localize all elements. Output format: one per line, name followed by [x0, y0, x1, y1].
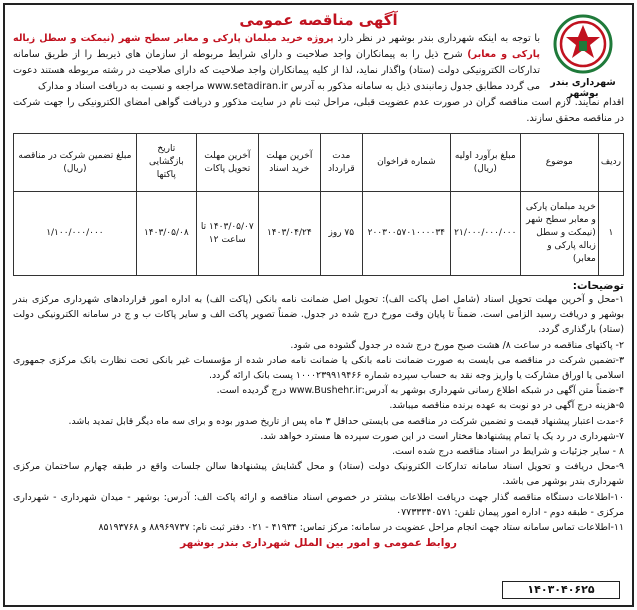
table-cell: خرید مبلمان پارکی و معابر سطح شهر (نیمکت و سطل زباله پارکی و معابر): [520, 192, 598, 276]
intro-text: [13, 31, 540, 95]
table-header: تاریخ بازگشایی پاکتها: [136, 134, 196, 192]
table-cell: ۱/۱۰۰/۰۰۰/۰۰۰: [14, 192, 137, 276]
table-cell: ۱۴۰۳/۰۵/۰۸: [136, 192, 196, 276]
tender-notice: [3, 3, 634, 607]
project-title: پروژه خرید مبلمان پارکی و معابر سطح شهر (نیمکت و سطل زباله پارکی و معابر): [13, 33, 540, 60]
table-header: آخرین مهلت تحویل پاکات: [196, 134, 258, 192]
intro-part-3: اقدام نمایند. لازم است مناقصه گران در صورت عدم عضویت قبلی، مراحل ثبت نام در سایت مذکور و دریافت گواهی امضای الکترونیکی را جهت شرکت در مناقصه محقق سازند.: [13, 97, 624, 124]
table-header: موضوع: [520, 134, 598, 192]
table-cell: ۲۱/۰۰۰/۰۰۰/۰۰۰: [450, 192, 520, 276]
table-cell: ۲۰۰۳۰۰۵۷۰۱۰۰۰۰۳۴: [362, 192, 450, 276]
intro-part-2: شرح ذیل را به پیمانکاران واجد صلاحیت و دارای شرایط مربوطه از سازمان های ذیربط را از طریق سامانه تدارکات الکترونیکی دولت (ستاد) واگذار نماید، لذا از کلیه پیمانکاران واجد صلاحیت که دارای صلاحیت در رشته مربوطه هستند دعوت می گردد مطابق جدول زمانبندی ذیل به سامانه مذکور به آدرس www.setadiran.ir مراجعه و نسبت به دریافت اسناد و مدارک: [13, 49, 540, 92]
table-cell: ۱۴۰۳/۰۵/۰۷ تا ساعت ۱۲: [196, 192, 258, 276]
table-cell: ۱: [598, 192, 623, 276]
table-header: ردیف: [598, 134, 623, 192]
table-header: مبلغ برآورد اولیه (ریال): [450, 134, 520, 192]
note-item: ۴-ضمناً متن آگهی در شبکه اطلاع رسانی شهرداری بوشهر به آدرس:www.Bushehr.ir درج گردیده است.: [216, 385, 624, 397]
note-item: ۳-تضمین شرکت در مناقصه می بایست به صورت ضمانت نامه بانکی یا ضمانت نامه صادر شده از مؤسسات غیر بانکی تحت نظارت بانک مرکزی جمهوری اسلامی یا اوراق مشارکت یا واریز وجه نقد به حساب سپرده شماره ۱۰۰۰۲۳۹۹۱۹۴۶۶ پست بانک ارائه گردد.: [13, 354, 624, 382]
note-item: ۶-مدت اعتبار پیشنهاد قیمت و تضمین شرکت در مناقصه می بایستی حداقل ۳ ماه پس از تاریخ صدور بوده و برای سه ماه دیگر قابل تمدید باشد.: [68, 415, 624, 427]
table-header: آخرین مهلت خرید اسناد: [258, 134, 320, 192]
intro-part-1: با توجه به اینکه شهرداری بندر بوشهر در نظر دارد: [333, 33, 540, 44]
note-item: ۱۰-اطلاعات دستگاه مناقصه گذار جهت دریافت اطلاعات بیشتر در خصوص اسناد مناقصه و ارائه پاکت الف: آدرس: بوشهر - میدان شهرداری - شهرداری مرکزی - طبقه دوم - اداره امور پیمان تلفن: ۰۷۷۳۳۳۴۰۵۷۱: [13, 491, 624, 518]
note-item: ۵-هزینه درج آگهی در دو نوبت به عهده برنده مناقصه میباشد.: [389, 400, 624, 412]
footer-signature: روابط عمومی و امور بین الملل شهرداری بندر بوشهر: [180, 537, 457, 550]
table-header: شماره فراخوان: [362, 134, 450, 192]
table-cell: ۷۵ روز: [320, 192, 362, 276]
table-header-row: [14, 134, 624, 192]
table-cell: ۱۴۰۳/۰۴/۲۴: [258, 192, 320, 276]
logo-caption: شهرداری بندر بوشهر: [550, 77, 616, 99]
note-item: ۷-شهرداری در رد یک یا تمام پیشنهادها مختار است در این صورت سپرده ها مسترد خواهد شد.: [260, 430, 624, 442]
table-header: مبلغ تضمین شرکت در مناقصه (ریال): [14, 134, 137, 192]
note-item: ۱-محل و آخرین مهلت تحویل اسناد (شامل اصل پاکت الف): تحویل اصل ضمانت نامه بانکی (پاکت الف) به اداره امور قراردادهای شهرداری مرکزی بندر بوشهر و دریافت رسید الزامی است. ضمناً تا پایان وقت مورخ درج شده در جدول. ضمناً تصویر پاکت الف و سایر پاکات ب و ج در سامانه الکترونیکی دولت (ستاد) بارگذاری گردد.: [13, 294, 624, 336]
notice-code: ۱۴۰۳۰۴۰۶۲۵: [502, 581, 620, 599]
table-header: مدت قرارداد: [320, 134, 362, 192]
notes-list: [13, 292, 624, 535]
note-item: ۱۱-اطلاعات تماس سامانه ستاد جهت انجام مراحل عضویت در سامانه: مرکز تماس: ۴۱۹۳۴ - ۰۲۱ دفتر ثبت نام: ۸۸۹۶۹۷۳۷ و ۸۵۱۹۳۷۶۸: [98, 522, 624, 534]
note-item: ۹-محل دریافت و تحویل اسناد سامانه تدارکات الکترونیک دولت (ستاد) و محل گشایش پیشنهادها سالن جلسات واقع در طبقه چهارم ساختمان مرکزی شهرداری بندر بوشهر می باشد.: [13, 461, 624, 488]
notes-title: توضیحات:: [572, 280, 624, 292]
municipality-emblem-icon: [552, 13, 614, 75]
note-item: ۸ - سایر جزئیات و شرایط در اسناد مناقصه درج شده است.: [392, 446, 624, 458]
tender-table: [13, 133, 624, 276]
notice-title: آگهی مناقصه عمومی: [239, 11, 398, 29]
table-row: [14, 192, 624, 276]
note-item: ۲- پاکتهای مناقصه در ساعت ۸/ هشت صبح مورخ درج شده در جدول گشوده می شود.: [290, 339, 624, 351]
municipality-logo: [544, 13, 622, 113]
